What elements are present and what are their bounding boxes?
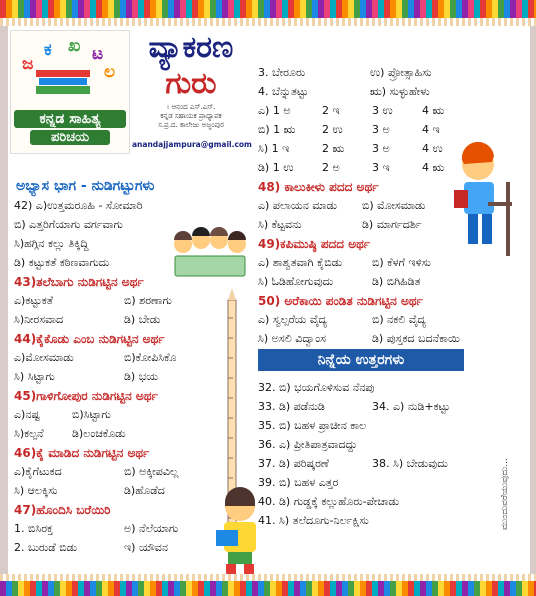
side-border-right bbox=[530, 26, 536, 574]
answer-line: 35. ಬಿ) ಬಹಳ ಪ್ರಾಚೀನ ಕಾಲ bbox=[258, 419, 367, 432]
answer-line: 32. ಬಿ) ಭಯಗೊಳಿಸುವ ನೆನಪು bbox=[258, 381, 375, 394]
option-line: ಇ) ಯೌವನ bbox=[124, 541, 168, 554]
question-title: 45)ಗಾಳಿಗೋಪುರ ನುಡಿಗಟ್ಟಿನ ಅರ್ಥ bbox=[14, 389, 158, 403]
option-line: ಎ)ನಷ್ಟ bbox=[14, 408, 40, 421]
option-line: ಡಿ) ಮಾರ್ಗದರ್ಶಿ bbox=[362, 218, 422, 231]
author-designation: ಕನ್ನಡ ಸಹಾಯಕ ಪ್ರಾಧ್ಯಾಪಕ bbox=[160, 112, 222, 120]
author-name: । ಆನಂದ ಎಸ್.ಎಸ್. bbox=[166, 103, 216, 111]
match-item: 3. ಬೇರೂರು bbox=[258, 66, 306, 79]
match-option: 2 ಉ bbox=[322, 123, 343, 136]
match-option: ಸಿ) 1 ಇ bbox=[258, 142, 290, 155]
logo-letter: ಜ bbox=[22, 54, 34, 74]
option-line: ಬಿ) ನಕಲಿ ವೈದ್ಯ bbox=[372, 313, 427, 326]
option-line: ಡಿ) ಬಿಗಿಹಿಡಿತ bbox=[372, 275, 421, 288]
question-title: 47)ಹೊಂದಿಸಿ ಬರೆಯಿರಿ bbox=[14, 503, 111, 517]
answer-line: 39. ಬಿ) ಬಹಳ ಎತ್ತರ bbox=[258, 476, 339, 489]
match-item: 4. ಬೆನ್ನುತಟ್ಟು bbox=[258, 85, 309, 98]
option-line: ಬಿ) ಅಕ್ಕೀಪವಿಲ್ಲ bbox=[124, 465, 179, 478]
option-line: ಬಿ)ಸಿಟ್ಟಾಗು bbox=[72, 408, 111, 421]
option-line: ಸಿ)ನೀರಸವಾದ bbox=[14, 313, 64, 326]
continued-label: ಮುಂದುವರೆಯುವುದು... bbox=[500, 458, 510, 530]
section-title: ಅಭ್ಯಾಸ ಭಾಗ - ನುಡಿಗಟ್ಟುಗಳು bbox=[16, 178, 155, 194]
option-line: ಸಿ) ಆಲಕ್ಕಿಸು bbox=[14, 484, 58, 497]
option-line: ಬಿ) ಮೋಸಮಾಡು bbox=[362, 199, 426, 212]
answer-line: 37. ಡಿ) ಪರಿಷ್ಕರಣೆ bbox=[258, 457, 329, 470]
option-line: ಬಿ) ಕೆಳಗೆ ಇಳಿಸು bbox=[372, 256, 431, 269]
logo-title: ಕನ್ನಡ ಸಾಹಿತ್ಯ bbox=[14, 110, 126, 128]
logo-letter: ಖ bbox=[68, 36, 81, 56]
option-line: ಸಿ)ಹಗ್ಗಿನ ಕಲ್ಲು ತಿಕ್ಕಿದ್ದಿ bbox=[14, 237, 89, 250]
answer-line: 34. ಎ) ನುಡಿ+ಕಟ್ಟು bbox=[372, 400, 451, 413]
pencil-border-top bbox=[0, 0, 536, 26]
option-line: 1. ಬಿಸಿರಕ್ತ bbox=[14, 522, 53, 535]
option-line: ಬಿ)ಕೋಪಿಸಿಕೊ bbox=[124, 351, 177, 364]
match-option: 3 ಅ bbox=[372, 142, 390, 155]
option-line: ಬಿ) ಶರಣಾಗು bbox=[124, 294, 172, 307]
option-line: ಡಿ)ಹೊಡೆದ bbox=[124, 484, 165, 497]
page-title-line2: ಗುರು bbox=[165, 66, 217, 101]
author-block bbox=[132, 103, 250, 130]
option-line: ಸಿ) ಓಡಿಹೋಗುವುದು bbox=[258, 275, 334, 288]
option-line: ಡಿ) ಭಯ bbox=[124, 370, 159, 383]
option-line: ಸಿ)ಕಲ್ಪನೆ bbox=[14, 427, 44, 440]
question-title: 44)ಕೈಕೊಡು ಎಂಬ ನುಡಿಗಟ್ಟಿನ ಅರ್ಥ bbox=[14, 332, 165, 346]
boy-reading-illustration bbox=[448, 142, 514, 260]
match-option: ಡಿ) 1 ಉ bbox=[258, 161, 294, 174]
logo-letter: ಕ bbox=[44, 40, 52, 60]
match-option: 4 ಋ bbox=[422, 104, 445, 117]
logo-letter: ಲ bbox=[104, 62, 116, 82]
question-line: 42) ಎ)ಉತ್ತಮರೂಹಿ - ಸೋಮಾರಿ bbox=[14, 199, 143, 212]
answer-line: 33. ಡಿ) ಪಡೆನುಡಿ bbox=[258, 400, 325, 413]
option-line: ಸಿ) ಅಸಲಿ ವಿದ್ವಾಂಸ bbox=[258, 332, 326, 345]
books-icon bbox=[34, 66, 92, 96]
match-option: 3 ಉ bbox=[372, 104, 393, 117]
question-title: 48) ಕಾಲುಕೀಳು ಪದದ ಅರ್ಥ bbox=[258, 180, 379, 194]
question-title: 46)ಕೈ ಮಾಡಿದ ನುಡಿಗಟ್ಟಿನ ಅರ್ಥ bbox=[14, 446, 150, 460]
option-line: ಎ)ಮೋಸಮಾಡು bbox=[14, 351, 74, 364]
option-line: ಡಿ) ಪುಸ್ತಕದ ಬದನೆಕಾಯಿ bbox=[372, 332, 460, 345]
author-email: anandajjampura@gmail.com bbox=[132, 140, 252, 149]
option-line: ಎ) ಶಾಶ್ವತವಾಗಿ ಕೈಬಿಡು bbox=[258, 256, 343, 269]
option-line: 2. ಬುರುಡೆ ಬಿಡು bbox=[14, 541, 78, 554]
option-line: ಎ) ಪಲಾಯನ ಮಾಡು bbox=[258, 199, 338, 212]
author-college: ಸ.ಪ್ರ.ದ. ಕಾಲೇಜು ಅಜ್ಜಂಪುರ bbox=[158, 121, 224, 129]
match-option: 4 ಉ bbox=[422, 142, 443, 155]
answers-heading: ನಿನ್ನೆಯ ಉತ್ತರಗಳು bbox=[258, 349, 464, 371]
match-option: 3 ಅ bbox=[372, 123, 390, 136]
option-line: ಸಿ) ಸಿಟ್ಟಾಗು bbox=[14, 370, 55, 383]
option-line: ಡಿ) ಬೇಡು bbox=[124, 313, 161, 326]
match-option: 2 ಅ bbox=[322, 161, 340, 174]
logo-subtitle: ಪರಿಚಯ bbox=[30, 130, 110, 145]
logo-letter: ಟ bbox=[92, 44, 104, 64]
answer-line: 36. ಎ) ಪ್ರೀತಿಪಾತ್ರವಾದದ್ದು bbox=[258, 438, 358, 451]
question-title: 50) ಅರೆಕಾಯಿ ಪಂಡಿತ ನುಡಿಗಟ್ಟಿನ ಅರ್ಥ bbox=[258, 294, 423, 308]
answer-line: 41. ಸಿ) ತಲೆದೂಗು-ನಿರ್ಲಕ್ಷಿಸು bbox=[258, 514, 369, 527]
match-item: ಋ) ಸುಳ್ಳುಹೇಳು bbox=[370, 85, 430, 98]
kids-reading-illustration bbox=[165, 226, 255, 282]
option-line: ಡಿ)ಲಂಚಕೊಡು bbox=[72, 427, 126, 440]
option-line: ಎ)ಕೈಗೆಟುಕದ bbox=[14, 465, 62, 478]
option-line: ಅ) ನೆಲೆಯಾಗು bbox=[124, 522, 179, 535]
question-title: 43)ತಲೆಬಾಗು ನುಡಿಗಟ್ಟಿನ ಅರ್ಥ bbox=[14, 275, 144, 289]
option-line: ಎ) ಸ್ವಲ್ಪರೆಯ ವೈದ್ಯ bbox=[258, 313, 328, 326]
side-border-left bbox=[0, 26, 8, 574]
option-line: ಸಿ) ಕೆಟ್ಟವನು bbox=[258, 218, 302, 231]
match-item: ಉ) ಪ್ರೋತ್ಸಾಹಿಸು bbox=[370, 66, 432, 79]
question-title: 49)ಕಪಿಮುಷ್ಠಿ ಪದದ ಅರ್ಥ bbox=[258, 237, 371, 251]
match-option: ಎ) 1 ಅ bbox=[258, 104, 291, 117]
page-title-line1: ವ್ಯಾಕರಣ bbox=[148, 30, 234, 65]
match-option: 4 ಋ bbox=[422, 161, 445, 174]
match-option: 3 ಇ bbox=[372, 161, 390, 174]
option-line: ಎ)ಕಟ್ಟುಕತೆ bbox=[14, 294, 53, 307]
answer-line: 38. ಸಿ) ಬೇಡುವುದು bbox=[372, 457, 448, 470]
match-option: ಬಿ) 1 ಋ bbox=[258, 123, 296, 136]
match-option: 2 ಋ bbox=[322, 142, 345, 155]
match-option: 2 ಇ bbox=[322, 104, 340, 117]
match-option: 4 ಇ bbox=[422, 123, 440, 136]
option-line: ಬಿ) ಎತ್ತರಿಗೆಯಾಗು ವರ್ಗವಾಗು bbox=[14, 218, 123, 231]
option-line: ಡಿ) ಕಟ್ಟುಕತೆ ಕಠಿಣವಾಗುದು bbox=[14, 256, 110, 269]
answer-line: 40. ಡಿ) ಗುಡ್ಡಕ್ಕೆ ಕಲ್ಲುಹೊರು-ಪೇಚಾಡು bbox=[258, 495, 400, 508]
